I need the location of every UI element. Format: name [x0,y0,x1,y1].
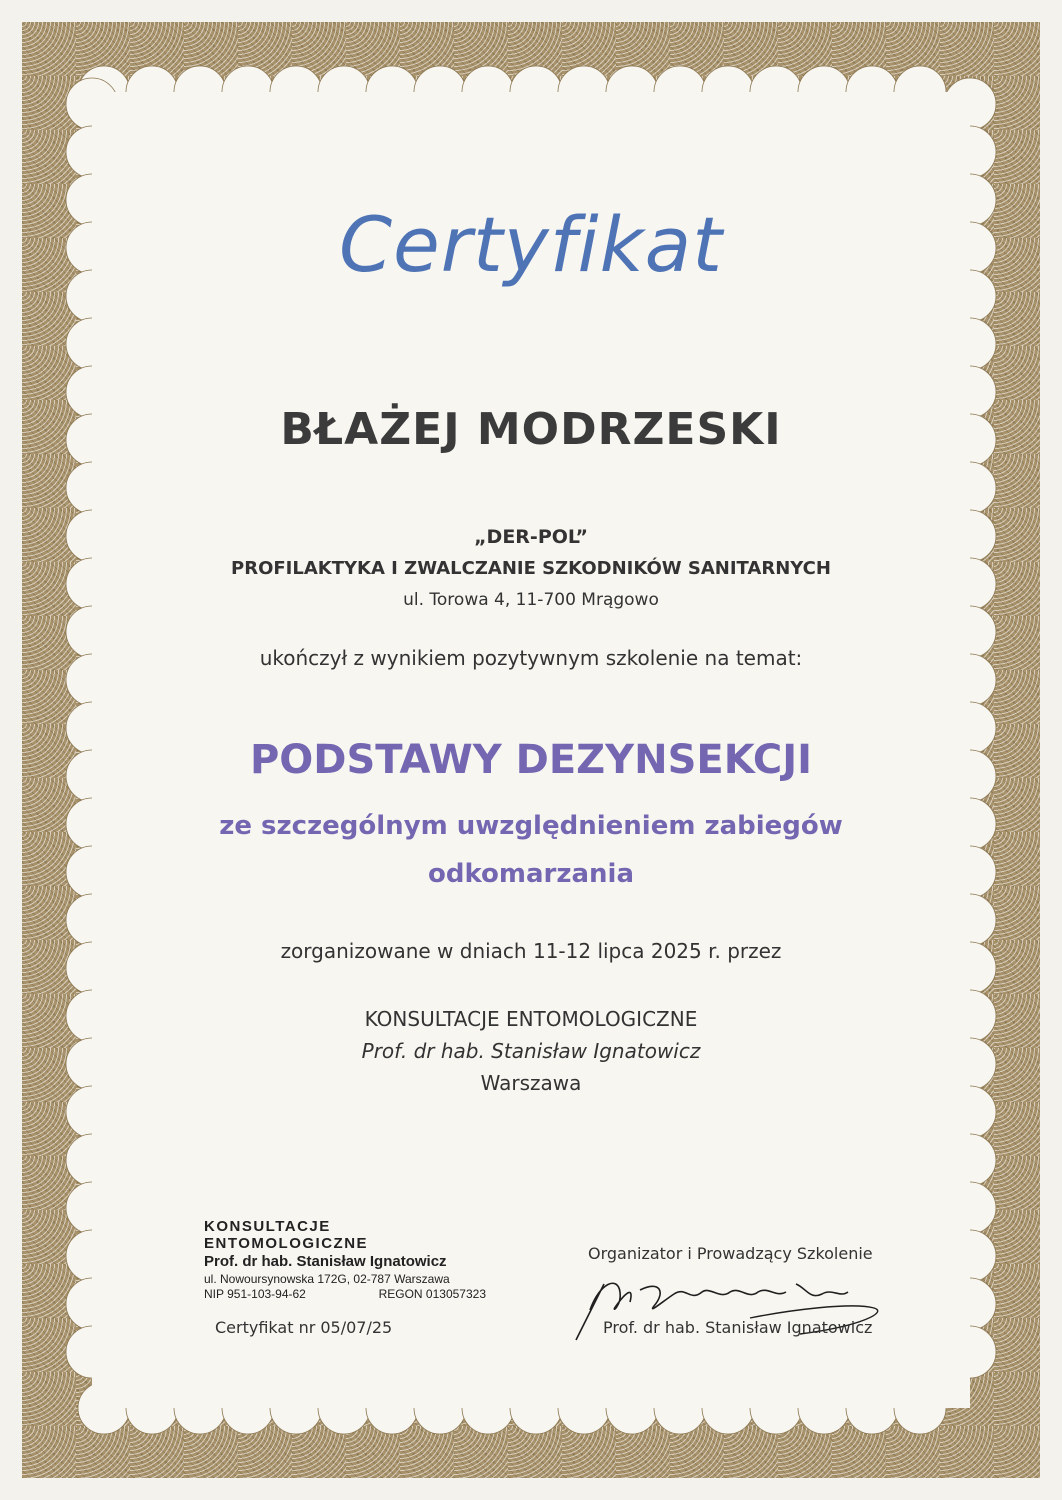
signature-role: Organizator i Prowadzący Szkolenie [588,1244,873,1263]
stamp-nip: NIP 951-103-94-62 [204,1287,306,1301]
certificate-title: Certyfikat [338,200,724,289]
company-name: „DER-POL” [474,526,588,548]
dates-text: zorganizowane w dniach 11-12 lipca 2025 r. przez [280,939,782,963]
stamp-line2: Prof. dr hab. Stanisław Ignatowicz [204,1253,447,1270]
stamp-regon: REGON 013057323 [378,1287,486,1301]
stamp-line1: KONSULTACJE ENTOMOLOGICZNE [204,1218,369,1252]
company-description: PROFILAKTYKA I ZWALCZANIE SZKODNIKÓW SANITARNYCH [231,558,831,579]
organizer-person: Prof. dr hab. Stanisław Ignatowicz [361,1039,701,1063]
recipient-name: BŁAŻEJ MODRZESKI [280,404,782,455]
course-subtitle-line1: ze szczególnym uwzględnieniem zabiegów [219,811,843,841]
stamp-ids [204,1287,486,1301]
signature-name: Prof. dr hab. Stanisław Ignatowicz [603,1318,873,1337]
certificate-number: Certyfikat nr 05/07/25 [215,1318,393,1337]
company-address: ul. Torowa 4, 11-700 Mrągowo [403,590,659,610]
stamp-address: ul. Nowoursynowska 172G, 02-787 Warszawa [204,1272,450,1286]
organizer-name: KONSULTACJE ENTOMOLOGICZNE [364,1007,698,1031]
completion-text: ukończył z wynikiem pozytywnym szkolenie na temat: [259,646,803,670]
course-subtitle-line2: odkomarzania [427,859,635,889]
organizer-city: Warszawa [480,1071,582,1095]
company-stamp [204,1218,486,1301]
course-title: PODSTAWY DEZYNSEKCJI [249,737,813,783]
